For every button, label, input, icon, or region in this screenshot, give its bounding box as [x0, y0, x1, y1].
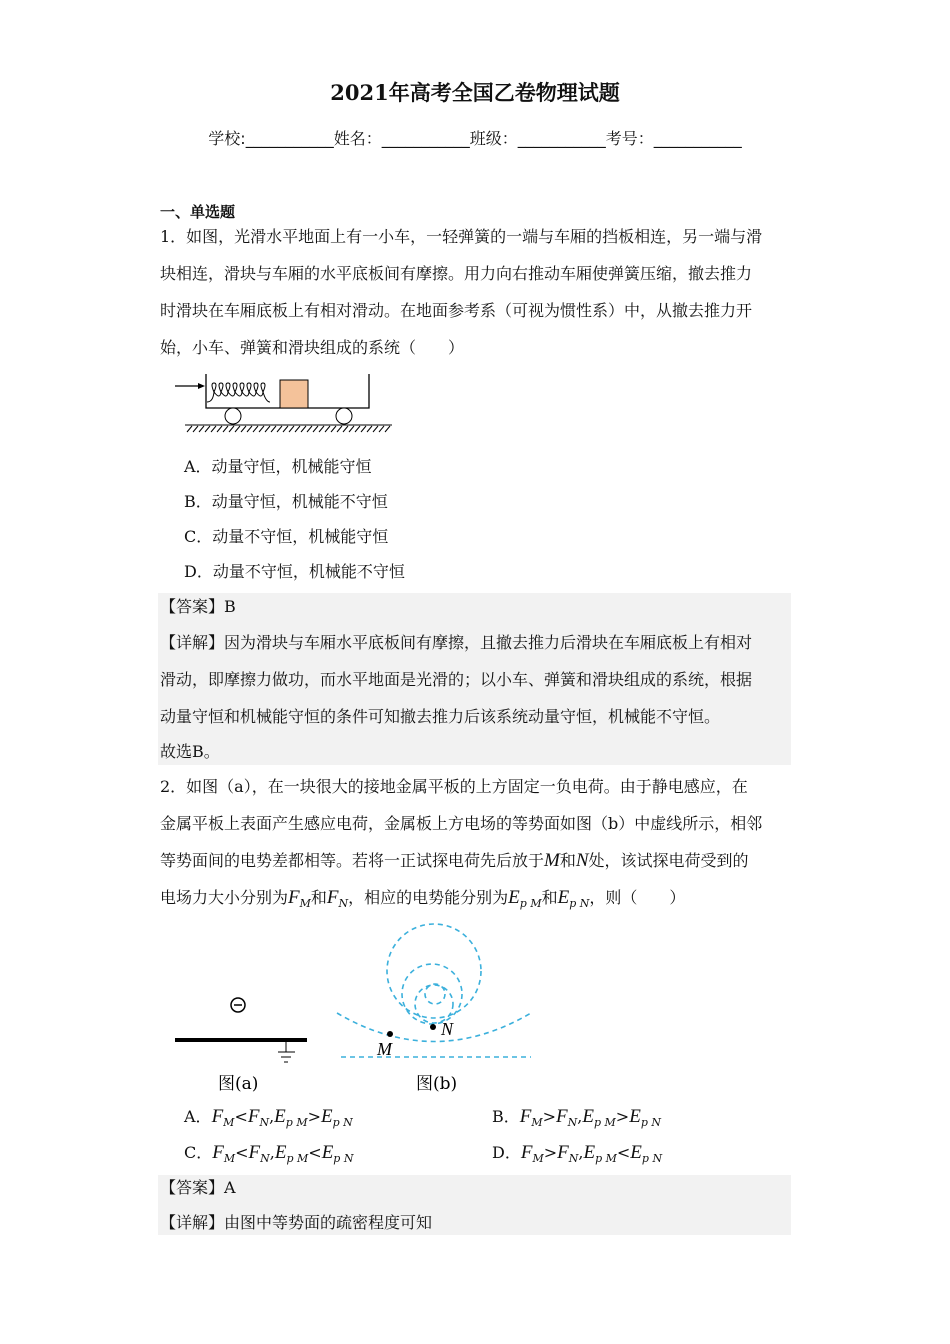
section-heading: 一、单选题: [160, 203, 236, 221]
q1-detail: 动量守恒和机械能守恒的条件可知撤去推力后该系统动量守恒，机械能不守恒。: [160, 707, 721, 726]
figure-b: [337, 924, 531, 1057]
q1-line: 时滑块在车厢底板上有相对滑动。在地面参考系（可视为惯性系）中，从撤去推力开: [160, 301, 753, 320]
q1-line: 块相连，滑块与车厢的水平底板间有摩擦。用力向右推动车厢使弹簧压缩，撤去推力: [160, 264, 753, 283]
q1-line: 1．如图，光滑水平地面上有一小车，一轻弹簧的一端与车厢的挡板相连，另一端与滑: [160, 227, 763, 246]
student-info-fields: 学校:___________姓名：___________班级：___________考号：___________: [208, 129, 742, 148]
q2-line: 2．如图（a），在一块很大的接地金属平板的上方固定一负电荷。由于静电感应，在: [160, 777, 748, 796]
q1-option-d: D．动量不守恒，机械能不守恒: [184, 562, 405, 581]
q1-detail: 【详解】因为滑块与车厢水平底板间有摩擦，且撤去推力后滑块在车厢底板上有相对: [160, 633, 753, 652]
figure-a: [175, 998, 307, 1062]
fig-b-caption: 图(b): [416, 1074, 458, 1094]
q1-detail: 故选B。: [160, 742, 220, 761]
q2-option-a: A．$F_M<F_N,E_{p M}>E_{p N}$: [184, 1106, 353, 1130]
q1-detail: 滑动，即摩擦力做功，而水平地面是光滑的；以小车、弹簧和滑块组成的系统，根据: [160, 670, 753, 689]
q1-option-c: C．动量不守恒，机械能守恒: [184, 527, 389, 546]
q2-option-b: B．$F_M>F_N,E_{p M}>E_{p N}$: [492, 1106, 661, 1130]
q2-answer: 【答案】A: [160, 1178, 236, 1197]
q2-line: 电场力大小分别为$F_M$和$F_N$，相应的电势能分别为$E_{p M}$和$E_{p N}$，则（ ）: [160, 887, 686, 911]
fig-a-caption: 图(a): [218, 1074, 259, 1094]
q2-option-c: C．$F_M<F_N,E_{p M}<E_{p N}$: [184, 1142, 354, 1166]
q2-detail: 【详解】由图中等势面的疏密程度可知: [160, 1213, 433, 1232]
q2-line: 金属平板上表面产生感应电荷，金属板上方电场的等势面如图（b）中虚线所示，相邻: [160, 814, 763, 833]
q1-option-a: A．动量守恒，机械能守恒: [184, 457, 372, 476]
page-title: 2021年高考全国乙卷物理试题: [330, 80, 620, 105]
q2-line: 等势面间的电势差都相等。若将一正试探电荷先后放于M和N处，该试探电荷受到的: [160, 850, 749, 871]
q1-line: 始，小车、弹簧和滑块组成的系统（ ）: [160, 338, 465, 357]
q1-option-b: B．动量守恒，机械能不守恒: [184, 492, 388, 511]
q1-answer: 【答案】B: [160, 597, 236, 616]
q2-option-d: D．$F_M>F_N,E_{p M}<E_{p N}$: [492, 1142, 663, 1166]
point-n-label: N: [441, 1019, 454, 1039]
cart-figure: [175, 374, 392, 432]
point-m-label: M: [377, 1039, 392, 1059]
